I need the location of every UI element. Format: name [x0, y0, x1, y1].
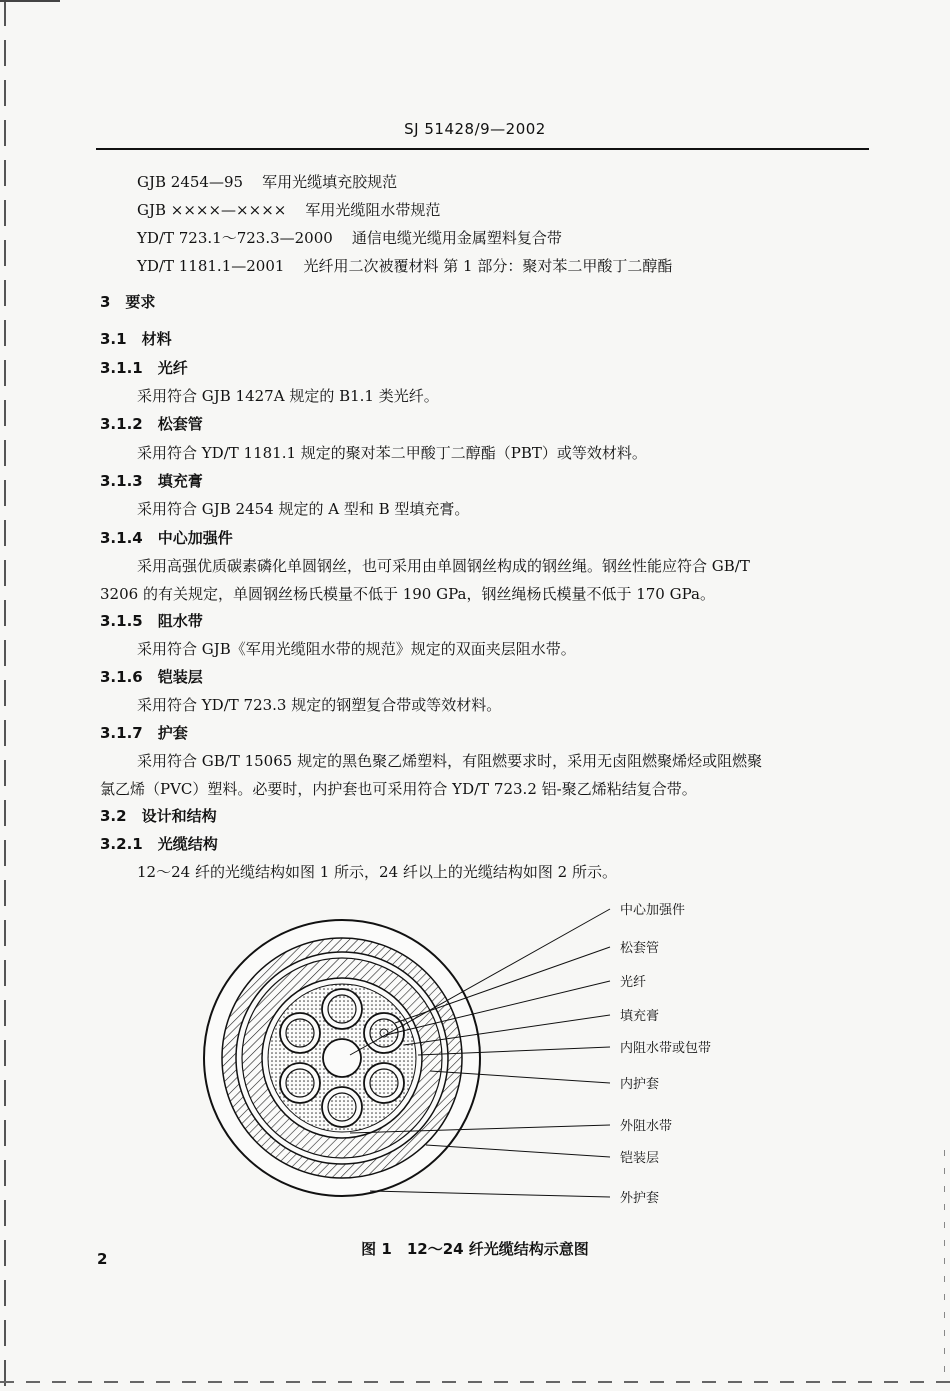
paragraph-3-1-2: 采用符合 YD/T 1181.1 规定的聚对苯二甲酸丁二醇酯（PBT）或等效材料。 [137, 444, 647, 462]
paragraph-3-1-7-line-1: 采用符合 GB/T 15065 规定的黑色聚乙烯塑料，有阻燃要求时，采用无卤阻燃聚烯烃或阻燃聚 [137, 752, 763, 770]
cable-cross-section-figure [190, 895, 750, 1225]
paragraph-3-1-3: 采用符合 GJB 2454 规定的 A 型和 B 型填充膏。 [137, 500, 470, 518]
paragraph-3-1-7-line-2: 氯乙烯（PVC）塑料。必要时，内护套也可采用符合 YD/T 723.2 铝-聚乙烯粘结复合带。 [100, 780, 697, 798]
label-filling: 填充膏 [620, 1009, 660, 1024]
section-heading-3-1: 3.1 材料 [100, 330, 172, 348]
section-heading-3-2-1: 3.2.1 光缆结构 [100, 835, 218, 853]
paragraph-3-2-1: 12～24 纤的光缆结构如图 1 所示，24 纤以上的光缆结构如图 2 所示。 [137, 863, 617, 881]
scan-bottom-edge [0, 1381, 950, 1383]
loose-tube-core [286, 1069, 314, 1097]
scan-top-edge [0, 0, 60, 2]
loose-tube-core [328, 995, 356, 1023]
header-rule [96, 148, 869, 150]
label-inner-sheath: 内护套 [620, 1077, 660, 1092]
reference-code: GJB ××××—×××× [137, 201, 287, 219]
standard-code-header: SJ 51428/9—2002 [404, 120, 546, 138]
reference-code: YD/T 1181.1—2001 [137, 257, 285, 275]
reference-title: 光纤用二次被覆材料 第 1 部分：聚对苯二甲酸丁二醇酯 [303, 257, 673, 275]
section-heading-3-1-2: 3.1.2 松套管 [100, 415, 203, 433]
loose-tube-core [328, 1093, 356, 1121]
label-inner-tape: 内阻水带或包带 [620, 1041, 712, 1056]
label-fiber: 光纤 [620, 975, 647, 990]
label-loose-tube: 松套管 [620, 941, 660, 956]
loose-tube-core [286, 1019, 314, 1047]
reference-code: GJB 2454—95 [137, 173, 244, 191]
section-heading-3-1-7: 3.1.7 护套 [100, 724, 188, 742]
section-heading-3-1-4: 3.1.4 中心加强件 [100, 529, 233, 547]
section-heading-3-1-1: 3.1.1 光纤 [100, 359, 188, 377]
section-heading-3-1-6: 3.1.6 铠装层 [100, 668, 203, 686]
scan-right-edge [944, 1150, 945, 1380]
paragraph-3-1-6: 采用符合 YD/T 723.3 规定的钢塑复合带或等效材料。 [137, 696, 502, 714]
paragraph-3-1-1: 采用符合 GJB 1427A 规定的 B1.1 类光纤。 [137, 387, 439, 405]
paragraph-3-1-4-line-2: 3206 的有关规定，单圆钢丝杨氏模量不低于 190 GPa，钢丝绳杨氏模量不低于 170 GPa。 [100, 585, 715, 603]
page-number: 2 [97, 1250, 108, 1268]
reference-item [137, 200, 440, 220]
label-central-strength: 中心加强件 [620, 903, 686, 918]
reference-code: YD/T 723.1～723.3—2000 [137, 229, 333, 247]
reference-title: 通信电缆光缆用金属塑料复合带 [351, 229, 562, 247]
label-armor: 铠装层 [620, 1151, 660, 1166]
figure-caption: 图 1 12～24 纤光缆结构示意图 [361, 1240, 589, 1258]
reference-item [137, 256, 672, 276]
reference-item [137, 172, 397, 192]
reference-title: 军用光缆填充胶规范 [262, 173, 398, 191]
central-strength-member [323, 1039, 361, 1077]
section-heading-3-1-5: 3.1.5 阻水带 [100, 612, 203, 630]
loose-tube-core [370, 1069, 398, 1097]
paragraph-3-1-4-line-1: 采用高强优质碳素磷化单圆钢丝，也可采用由单圆钢丝构成的钢丝绳。钢丝性能应符合 GB/T [137, 557, 750, 575]
reference-title: 军用光缆阻水带规范 [305, 201, 441, 219]
reference-item [137, 228, 562, 248]
scan-left-edge [4, 0, 6, 1391]
section-heading-3: 3 要求 [100, 293, 156, 311]
label-outer-sheath: 外护套 [620, 1191, 660, 1206]
paragraph-3-1-5: 采用符合 GJB《军用光缆阻水带的规范》规定的双面夹层阻水带。 [137, 640, 576, 658]
section-heading-3-2: 3.2 设计和结构 [100, 807, 217, 825]
label-outer-tape: 外阻水带 [620, 1119, 673, 1134]
section-heading-3-1-3: 3.1.3 填充膏 [100, 472, 203, 490]
